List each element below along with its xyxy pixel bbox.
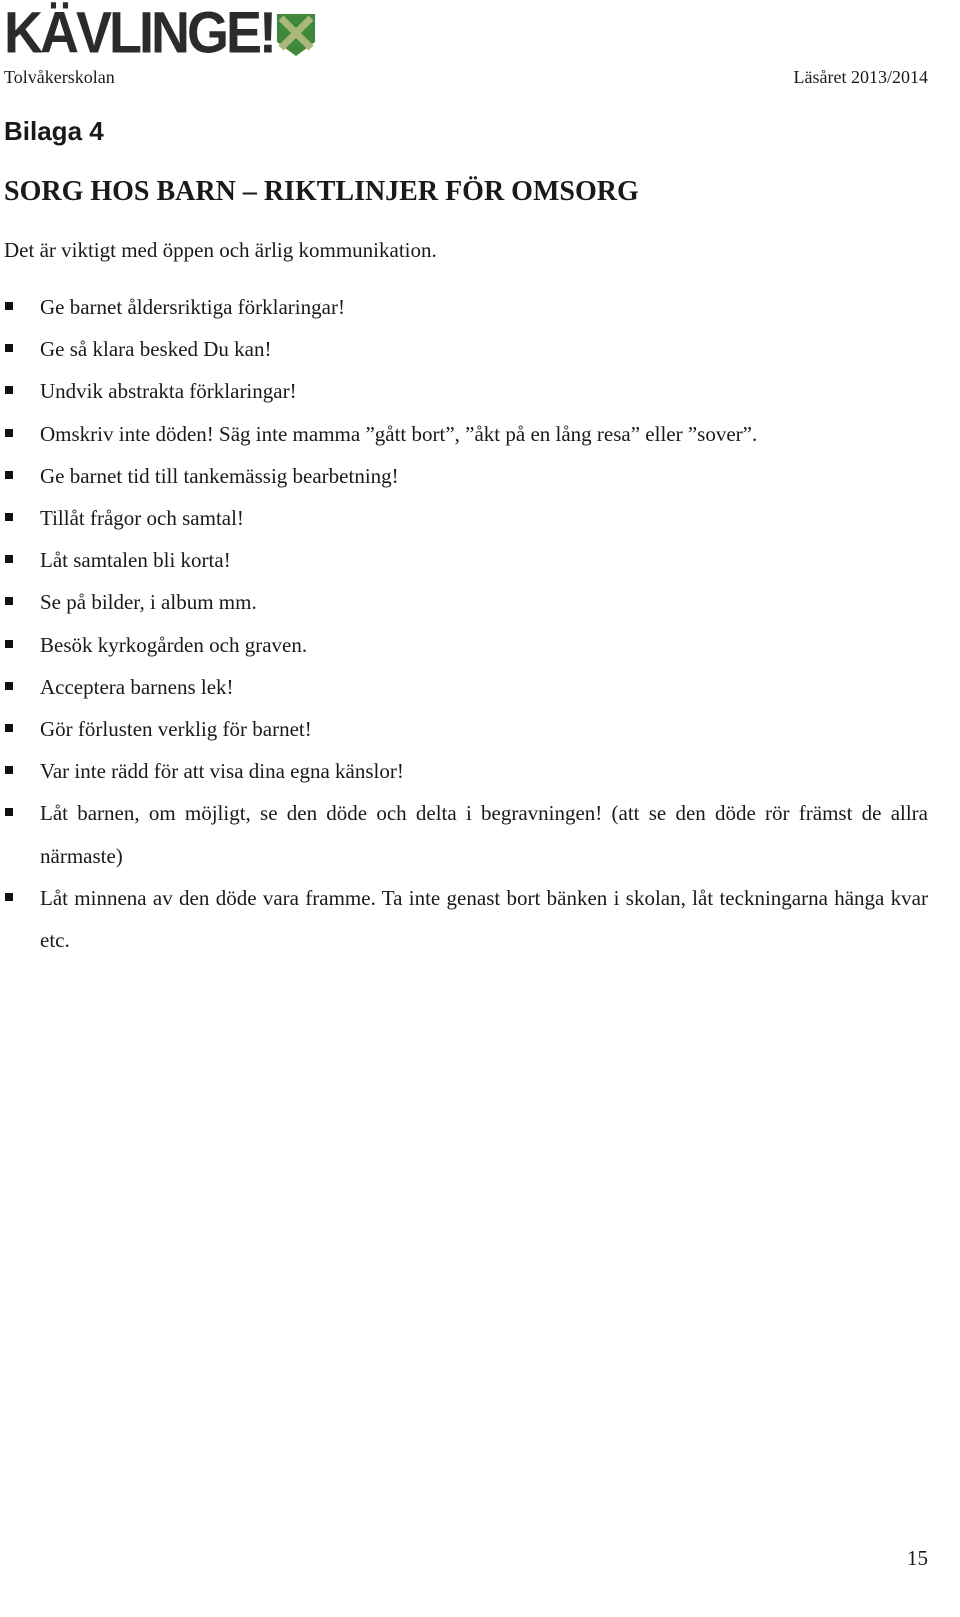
square-bullet-icon: [5, 344, 13, 352]
school-year: Läsåret 2013/2014: [793, 67, 928, 87]
list-item-text: Låt minnena av den döde vara framme. Ta inte genast bort bänken i skolan, låt teckningarna hänga kvar etc.: [40, 885, 928, 953]
list-item-text: Undvik abstrakta förklaringar!: [40, 379, 297, 404]
square-bullet-icon: [5, 555, 13, 563]
square-bullet-icon: [5, 724, 13, 732]
list-item: [0, 497, 928, 539]
square-bullet-icon: [5, 808, 13, 816]
square-bullet-icon: [5, 640, 13, 648]
appendix-label: Bilaga 4: [4, 116, 104, 146]
list-item-text: Ge barnet åldersriktiga förklaringar!: [40, 295, 345, 319]
list-item: [0, 370, 928, 412]
school-name: Tolvåkerskolan: [4, 67, 115, 87]
intro-paragraph: Det är viktigt med öppen och ärlig kommunikation.: [4, 238, 437, 262]
list-item-text: Ge barnet tid till tankemässig bearbetning!: [40, 463, 399, 488]
page-number: 15: [907, 1546, 928, 1570]
list-item: [0, 708, 928, 750]
list-item-text: Gör förlusten verklig för barnet!: [40, 717, 312, 742]
page-header: [4, 66, 928, 88]
list-item: [0, 413, 928, 455]
square-bullet-icon: [5, 471, 13, 479]
list-item-text: Besök kyrkogården och graven.: [40, 632, 308, 657]
list-item: [0, 666, 928, 708]
list-item-text: Ge så klara besked Du kan!: [40, 337, 272, 362]
square-bullet-icon: [5, 893, 13, 901]
square-bullet-icon: [5, 302, 13, 310]
list-item-text: Låt barnen, om möjligt, se den döde och delta i begravningen! (att se den döde rör främst de allra närmaste): [40, 801, 928, 868]
list-item-text: Var inte rädd för att visa dina egna känslor!: [40, 759, 404, 784]
square-bullet-icon: [5, 513, 13, 521]
square-bullet-icon: [5, 766, 13, 774]
guideline-list: [0, 286, 928, 961]
list-item-text: Tillåt frågor och samtal!: [40, 506, 244, 531]
list-item: [0, 750, 928, 792]
square-bullet-icon: [5, 429, 13, 437]
square-bullet-icon: [5, 386, 13, 394]
list-item: [0, 877, 928, 961]
municipality-flag-icon: [275, 12, 317, 58]
list-item-text: Se på bilder, i album mm.: [40, 590, 257, 615]
list-item: [0, 455, 928, 497]
list-item: [0, 539, 928, 581]
list-item: [0, 792, 928, 876]
page-title: SORG HOS BARN – RIKTLINJER FÖR OMSORG: [4, 176, 639, 207]
kavlinge-logo: [4, 0, 317, 66]
list-item: [0, 624, 928, 666]
list-item: [0, 328, 928, 370]
list-item-text: Acceptera barnens lek!: [40, 674, 234, 699]
square-bullet-icon: [5, 597, 13, 605]
list-item: [0, 581, 928, 623]
list-item: [0, 286, 928, 328]
list-item-text: Låt samtalen bli korta!: [40, 548, 231, 573]
logo-text: KÄVLINGE!: [4, 0, 274, 66]
square-bullet-icon: [5, 682, 13, 690]
list-item-text: Omskriv inte döden! Säg inte mamma ”gått bort”, ”åkt på en lång resa” eller ”sover”.: [40, 421, 758, 446]
